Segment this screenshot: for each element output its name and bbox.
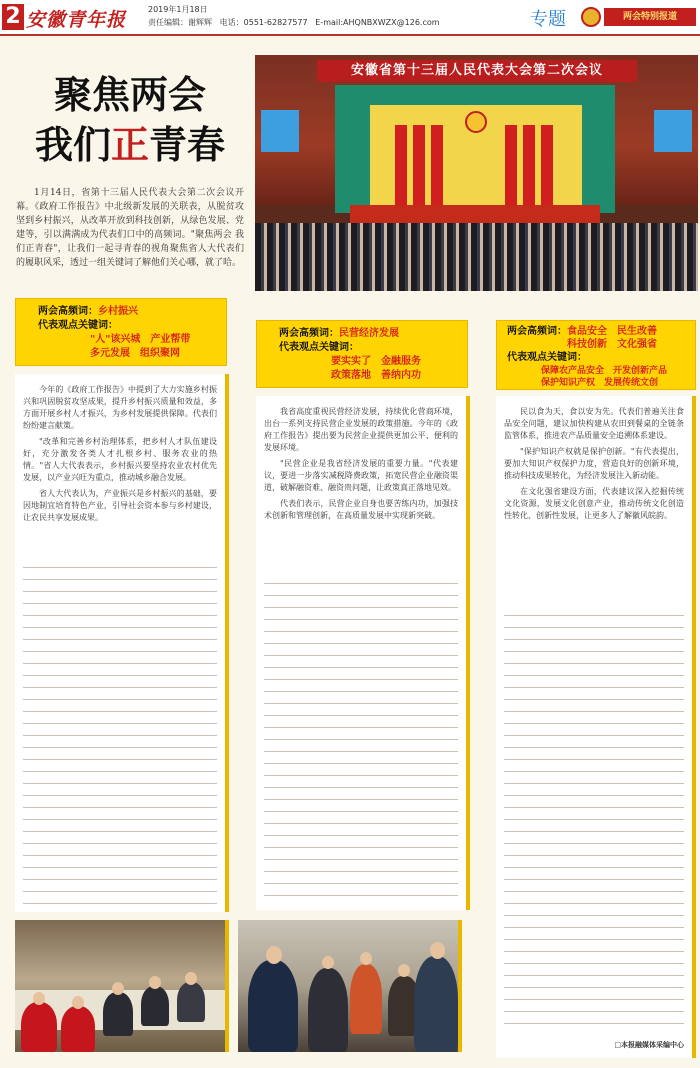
issue-meta [148, 3, 440, 29]
headline-line-2: 我们正青春 [34, 122, 226, 167]
delegate-head [266, 946, 282, 964]
delegate-head [322, 956, 334, 969]
delegate [414, 956, 458, 1052]
delegate-head [112, 982, 124, 995]
red-flag [541, 125, 553, 205]
special-report-tag: 两会特别报道 [604, 8, 696, 26]
topic-keyword: 政策落地 善纳内功 [331, 370, 421, 381]
delegate [350, 964, 382, 1034]
national-emblem-icon [581, 7, 601, 27]
topic-box-private-economy: 两会高频词：民营经济发展 代表观点关键词： 要实实了 金融服务 政策落地 善纳内功 [256, 320, 468, 388]
delegate [103, 992, 133, 1036]
red-flag [395, 125, 407, 205]
delegate-head [430, 942, 445, 959]
paper-name: 安徽青年报 [26, 9, 127, 31]
delegate-head [33, 992, 45, 1005]
article-column-food-safety [496, 396, 696, 1058]
delegate [177, 982, 205, 1022]
delegate [21, 1002, 57, 1052]
byline: □本报融媒体采编中心 [614, 1041, 684, 1049]
red-flag [413, 125, 425, 205]
podium [350, 205, 600, 223]
headline-emphasis: 正 [110, 122, 149, 167]
body-paragraph: "保护知识产权就是保护创新。"有代表提出，要加大知识产权保护力度，营造良好的创新环境，推动科技成果转化，为经济发展注入新动能。 [504, 447, 684, 480]
body-paragraph: 省人大代表认为，产业振兴是乡村振兴的基础，要因地制宜培育特色产业，引导社会资本参与乡村建设，让农民共享发展成果。 [23, 489, 217, 522]
topic-keyword: 保护知识产权 发展传统文创 [541, 378, 659, 388]
delegate [141, 986, 169, 1026]
delegate-head [360, 952, 372, 965]
headline-line-1: 聚焦两会 [53, 72, 206, 117]
national-emblem-icon [465, 111, 487, 133]
body-paragraph: 今年的《政府工作报告》中提到了大力实施乡村振兴和巩固脱贫攻坚成果，提升乡村振兴质量和效益，多方面开展乡村人才振兴，为乡村发展提供保障。代表们纷纷建言献策。 [23, 385, 217, 430]
delegate-head [72, 996, 84, 1009]
topic-box-rural: 两会高频词：乡村振兴 代表观点关键词： "人"该兴城 产业帮带 多元发展 组织聚网 [15, 298, 227, 366]
body-paragraph: "改革和完善乡村治理体系，把乡村人才队伍建设好，充分激发各类人才扎根乡村、服务农业的热情。"省人大代表表示，乡村振兴要坚持农业农村优先发展，以产业兴旺为重点，推动城乡融合发展。 [23, 437, 217, 482]
issue-date: 2019年1月18日 [148, 5, 208, 14]
audience-seats [255, 223, 698, 291]
red-flag [523, 125, 535, 205]
issue-phone: 电话：0551-62827577 [219, 18, 308, 27]
topic-keyword: "人"该兴城 产业帮带 [90, 334, 191, 345]
text-lines [23, 560, 217, 904]
section-title: 专题 [530, 9, 566, 30]
assembly-hall-photo [255, 55, 698, 291]
body-paragraph: 代表们表示，民营企业自身也要苦练内功，加强技术创新和管理创新，在高质量发展中实现新突破。 [264, 499, 458, 520]
red-flag [431, 125, 443, 205]
lead-paragraph: 1月14日，省第十三届人民代表大会第二次会议开幕。《政府工作报告》中北级新发展的关联表，从脱贫攻坚到乡村振兴，从改革开放到科技创新，从绿色发展、党建等，引以满满成为代表们口中的高频词。"聚焦两会 我们正青春"，让我们一起寻青春的视角聚焦省人大代表们的履职风采，透过一组关键词了解他们关心哪，就了哈。 [16, 188, 244, 268]
page-number: 2 [2, 4, 24, 30]
topic-keyword: 食品安全 民生改善 [567, 326, 657, 337]
delegate [61, 1006, 95, 1052]
topic-keyword: 科技创新 文化强省 [567, 339, 657, 350]
delegate-head [398, 964, 410, 977]
topic-keyword: 多元发展 组织聚网 [90, 348, 180, 359]
topic-keyword: 民营经济发展 [339, 328, 399, 339]
issue-editor: 责任编辑：谢辉辉 [148, 18, 212, 27]
hall-banner: 安徽省第十三届人民代表大会第二次会议 [317, 60, 637, 82]
text-lines [504, 608, 684, 1034]
topic-keyword: 乡村振兴 [98, 306, 138, 317]
body-paragraph: 民以食为天，食以安为先。代表们普遍关注食品安全问题，建议加快构建从农田到餐桌的全链条监管体系，推进农产品质量安全追溯体系建设。 [504, 407, 684, 440]
right-screen [654, 110, 692, 152]
body-paragraph: "民营企业是我省经济发展的重要力量。"代表建议，要进一步落实减税降费政策，拓宽民营企业融资渠道，破解融资难、融资贵问题，让政策真正落地见效。 [264, 459, 458, 492]
topic-keyword: 要实实了 金融服务 [331, 356, 421, 367]
body-paragraph: 我省高度重视民营经济发展，持续优化营商环境，出台一系列支持民营企业发展的政策措施。今年的《政府工作报告》提出要为民营企业提供更加公平、便利的发展环境。 [264, 407, 458, 452]
article-column-rural [15, 374, 229, 912]
red-flag [505, 125, 517, 205]
delegate [308, 968, 348, 1052]
issue-email: E-mail:AHQNBXWZX@126.com [315, 18, 440, 27]
article-column-private-economy [256, 396, 470, 910]
body-paragraph: 在文化强省建设方面，代表建议深入挖掘传统文化资源，发展文化创意产业，推动传统文化创造性转化、创新性发展，让更多人了解徽风皖韵。 [504, 487, 684, 520]
text-lines [264, 576, 458, 902]
masthead [0, 0, 700, 36]
delegate-head [149, 976, 161, 989]
delegate [248, 960, 298, 1052]
topic-keyword: 保障农产品安全 开发创新产品 [541, 366, 668, 376]
topic-box-food-safety: 两会高频词：食品安全 民生改善 科技创新 文化强省 代表观点关键词： 保障农产品安全 开发创新产品 保护知识产权 发展传统文创 [496, 320, 696, 390]
headline [12, 70, 248, 170]
interview-photo [238, 920, 462, 1052]
group-discussion-photo [15, 920, 229, 1052]
delegate-head [185, 972, 197, 985]
left-screen [261, 110, 299, 152]
